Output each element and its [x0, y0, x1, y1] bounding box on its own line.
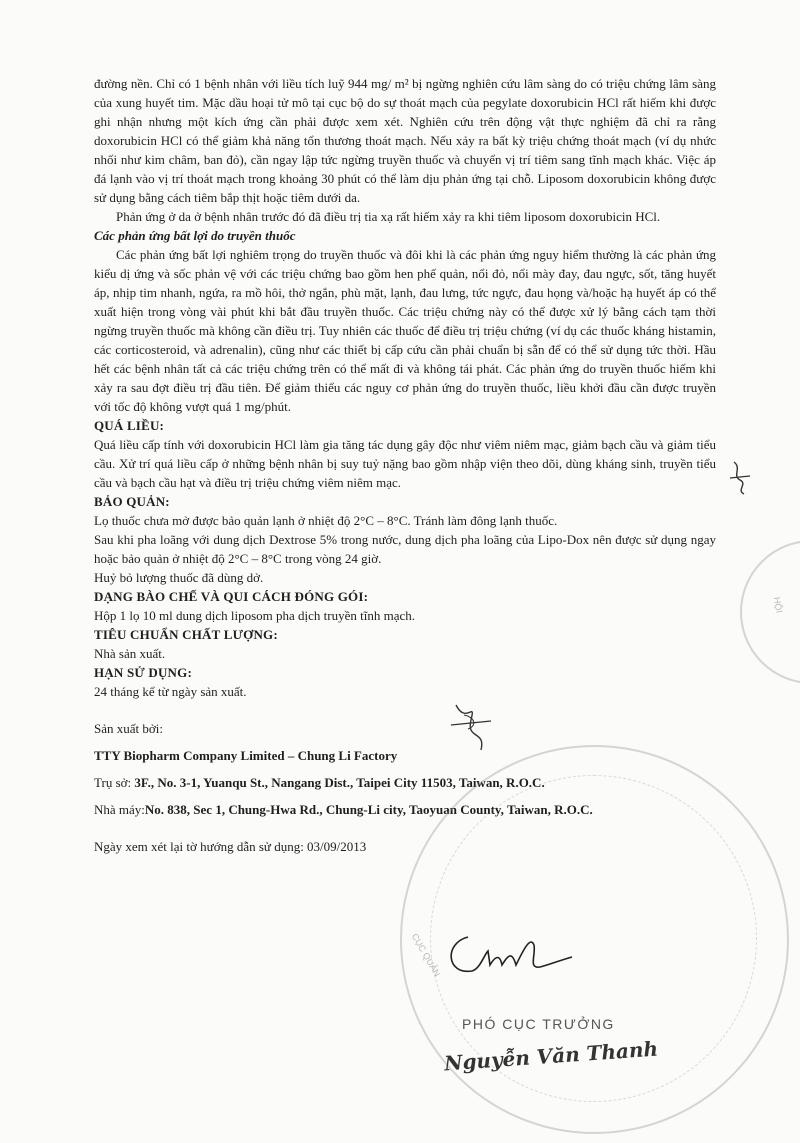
- paragraph-storage-1: Lọ thuốc chưa mở được bảo quản lạnh ở nhiệt độ 2°C – 8°C. Tránh làm đông lạnh thuốc.: [94, 513, 558, 528]
- factory-label: Nhà máy:: [94, 802, 145, 817]
- factory-address: No. 838, Sec 1, Chung-Hwa Rd., Chung-Li city, Taoyuan County, Taiwan, R.O.C.: [144, 802, 593, 817]
- office-address: 3F., No. 3-1, Yuanqu St., Nangang Dist., Taipei City 11503, Taiwan, R.O.C.: [134, 775, 545, 790]
- paragraph-storage-3: Huỷ bỏ lượng thuốc đã dùng dở.: [94, 570, 264, 585]
- heading-expiry: HẠN SỬ DỤNG:: [94, 665, 192, 680]
- paragraph-infusion-reactions: Các phản ứng bất lợi nghiêm trọng do truyền thuốc và đôi khi là các phản ứng nguy hiểm thường là các phản ứng kiểu dị ứng và sốc phản vệ với các triệu chứng bao gồm hen phế quản, nổi đỏ, nổi mày đay, đau ngực, sốt, tăng huyết áp, nhịp tim nhanh, ngứa, ra mồ hôi, thở ngắn, phù mặt, lạnh, đau lưng, tức ngực, đau họng và/hoặc hạ huyết áp có thể xuất hiện trong vòng vài phút khi bắt đầu truyền thuốc. Các triệu chứng này có thể được xử lý bằng cách tạm thời ngừng truyền thuốc mà không cần điều trị. Tuy nhiên các thuốc để điều trị triệu chứng (ví dụ các thuốc kháng histamin, các corticosteroid, và adrenalin), cũng như các thiết bị cấp cứu cần phải chuẩn bị sẵn để có thể sử dụng tức thời. Hầu hết các bệnh nhân tất cả các triệu chứng trên có thể mất đi và không tái phát. Các phản ứng do truyền thuốc hiếm khi xảy ra sau đợt điều trị đầu tiên. Để giảm thiểu các nguy cơ phản ứng do truyền thuốc, liều khởi đầu cần được truyền với tốc độ không vượt quá 1 mg/phút.: [94, 247, 716, 414]
- paragraph-quality: Nhà sản xuất.: [94, 646, 166, 661]
- edge-seal: [740, 540, 800, 684]
- heading-packaging: DẠNG BÀO CHẾ VÀ QUI CÁCH ĐÓNG GÓI:: [94, 589, 369, 604]
- heading-infusion-reactions: Các phản ứng bất lợi do truyền thuốc: [94, 228, 296, 243]
- office-label: Trụ sở:: [94, 775, 135, 790]
- official-seal-text: CỤC QUẢN: [409, 931, 443, 979]
- stamp-title: PHÓ CỤC TRƯỞNG: [462, 1016, 615, 1032]
- paragraph-storage-2: Sau khi pha loãng với dung dịch Dextrose 5% trong nước, dung dịch pha loãng của Lipo-Dox nên được sử dụng ngay hoặc bảo quản ở nhiệt độ 2°C – 8°C trong vòng 24 giờ.: [94, 532, 716, 566]
- stamp-signatory-name: Nguyễn Văn Thanh: [443, 1036, 659, 1076]
- paragraph-packaging: Hộp 1 lọ 10 ml dung dịch liposom pha dịch truyền tĩnh mạch.: [94, 608, 415, 623]
- director-signature: [440, 925, 580, 985]
- heading-storage: BẢO QUẢN:: [94, 494, 170, 509]
- paragraph-extravasation: đường nền. Chỉ có 1 bệnh nhân với liều tích luỹ 944 mg/ m² bị ngừng nghiên cứu lâm sàng do có triệu chứng lâm sàng của xung huyết tim. Mặc dầu hoại tử mô tại cục bộ do sự thoát mạch của pegylate doxorubicin HCl rất hiếm khi được ghi nhận nhưng một kích ứng cần phải được xem xét. Nghiên cứu trên động vật thực nghiệm đã chỉ ra rằng doxorubicin HCl có thể giảm khả năng tổn thương thoát mạch. Nếu xảy ra bất kỳ triệu chứng thoát mạch (ví dụ nhức nhối như kim châm, ban đỏ), cần ngay lập tức ngừng truyền thuốc và chuyển vị trí tiêm sang tĩnh mạch khác. Việc áp đá lạnh vào vị trí thoát mạch trong khoảng 30 phút có thể làm dịu phản ứng tại chỗ. Liposom doxorubicin không được sử dụng bằng cách tiêm bắp thịt hoặc tiêm dưới da.: [94, 76, 716, 205]
- manufacturer-name: TTY Biopharm Company Limited – Chung Li Factory: [94, 748, 398, 763]
- paragraph-skin-reaction: Phản ứng ở da ở bệnh nhân trước đó đã điều trị tia xạ rất hiếm xảy ra khi tiêm liposom doxorubicin HCl.: [116, 209, 661, 224]
- manufacturer-label: Sản xuất bởi:: [94, 721, 163, 736]
- heading-overdose: QUÁ LIỀU:: [94, 418, 165, 433]
- edge-seal-text: HỘI: [771, 596, 785, 614]
- review-date: Ngày xem xét lại tờ hướng dẫn sử dụng: 03/09/2013: [94, 839, 367, 854]
- approval-signature: [446, 695, 496, 755]
- heading-quality: TIÊU CHUẨN CHẤT LƯỢNG:: [94, 627, 278, 642]
- paragraph-expiry: 24 tháng kể từ ngày sản xuất.: [94, 684, 247, 699]
- paragraph-overdose: Quá liều cấp tính với doxorubicin HCl làm gia tăng tác dụng gây độc như viêm niêm mạc, giảm bạch cầu và giảm tiểu cầu. Xử trí quá liều cấp ở những bệnh nhân bị suy tuỷ nặng bao gồm nhập viện theo dõi, dùng kháng sinh, truyền tiểu cầu và bạch cầu hạt và điều trị triệu chứng viêm niêm mạc.: [94, 437, 716, 490]
- initials-signature: [726, 458, 756, 498]
- document-body: [94, 74, 716, 856]
